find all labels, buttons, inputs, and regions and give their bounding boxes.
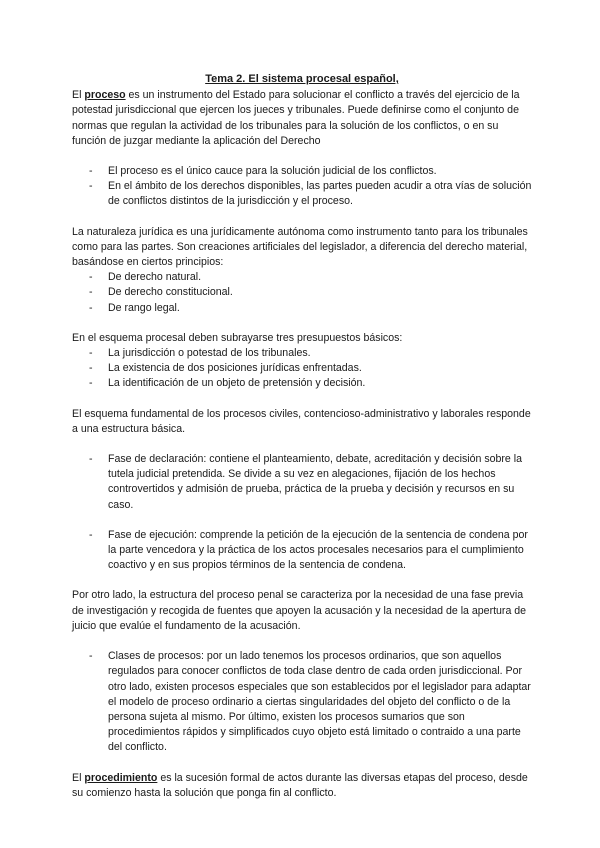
list-item (72, 361, 532, 376)
dash-bullet: - (89, 165, 93, 178)
dash-bullet: - (89, 377, 93, 390)
dash-bullet: - (89, 347, 93, 360)
list-item-text: La jurisdicción o potestad de los tribunales. (108, 347, 311, 360)
list-item (72, 301, 532, 316)
text-run: El (72, 771, 85, 784)
paragraph-presupuestos: En el esquema procesal deben subrayarse tres presupuestos básicos: (72, 331, 403, 344)
list-item (72, 179, 532, 209)
list-item-text: El proceso es el único cauce para la solución judicial de los conflictos. (108, 165, 437, 178)
dash-bullet: - (89, 528, 93, 541)
dash-bullet: - (89, 180, 93, 193)
dash-bullet: - (89, 362, 93, 375)
paragraph-procedimiento (72, 771, 532, 801)
list-item-text: De derecho constitucional. (108, 286, 233, 299)
list-item-text: Clases de procesos: por un lado tenemos los procesos ordinarios, que son aquellos regulados para conocer conflictos de toda clase dentro de cada orden jurisdiccional. Por otro lado, existen procesos especiales que son establecidos por el legislador para adaptar el modelo de proceso ordinario a ciertas singularidades del objeto del conflicto o de la persona sujeta al mismo. Por último, existen los procesos sumarios que son procedimientos rápidos y simplificados cuyo objeto está limitado o contraido a una parte del conflicto. (108, 650, 531, 754)
text-run: El (72, 89, 85, 102)
text-run: es un instrumento del Estado para solucionar el conflicto a través del ejercicio de la potestad jurisdiccional que ejercen los jueces y tribunales. Puede definirse como el conjunto de normas que regulan la actividad de los tribunales para la solución de los conflictos, o en su función de juzgar mediante la aplicación del Derecho (72, 89, 520, 147)
paragraph-naturaleza: La naturaleza jurídica es una jurídicamente autónoma como instrumento tanto para los tribunales como para las partes. Son creaciones artificiales del legislador, a diferencia del derecho material, basándose en ciertos principios: (72, 225, 528, 269)
keyword-procedimiento: procedimiento (84, 771, 158, 784)
list-item-clases (72, 649, 532, 755)
keyword-proceso: proceso (84, 89, 126, 102)
list-item (72, 346, 532, 361)
list-item-text: La identificación de un objeto de pretensión y decisión. (108, 377, 366, 390)
list-item-text: Fase de declaración: contiene el planteamiento, debate, acreditación y decisión sobre la tutela judicial pretendida. Se divide a su vez en alegaciones, fijación de los hechos controvertidos y admisión de prueba, práctica de la prueba y decisión y recursos en su caso. (108, 453, 523, 511)
dash-bullet: - (89, 453, 93, 466)
list-item-text: De derecho natural. (108, 271, 202, 284)
list-item (72, 164, 532, 179)
document-page (72, 72, 532, 801)
paragraph-proceso (72, 88, 532, 149)
text-run: es la sucesión formal de actos durante las diversas etapas del proceso, desde su comienzo hasta la solución que ponga fin al conflicto. (72, 771, 528, 799)
list-item-text: De rango legal. (108, 301, 180, 314)
list-item (72, 270, 532, 285)
list-item-fase-declaracion (72, 452, 532, 513)
dash-bullet: - (89, 271, 93, 284)
list-item (72, 376, 532, 391)
list-item-text: Fase de ejecución: comprende la petición de la ejecución de la sentencia de condena por la parte vencedora y la práctica de los actos procesales necesarios para el cumplimiento coactivo y en sus propios términos de la sentencia de condena. (108, 528, 528, 572)
document-title: Tema 2. El sistema procesal español, (205, 73, 399, 85)
list-item-text: La existencia de dos posiciones jurídicas enfrentadas. (108, 362, 362, 375)
dash-bullet: - (89, 650, 93, 663)
list-item-fase-ejecucion (72, 528, 532, 574)
paragraph-proceso-penal: Por otro lado, la estructura del proceso penal se caracteriza por la necesidad de una fase previa de investigación y recogida de fuentes que apoyen la acusación y la necesidad de la apertura de juicio que evalúe el fundamento de la acusación. (72, 589, 527, 632)
dash-bullet: - (89, 286, 93, 299)
dash-bullet: - (89, 301, 93, 314)
list-item (72, 285, 532, 300)
paragraph-esquema: El esquema fundamental de los procesos civiles, contencioso-administrativo y laborales responde a una estructura básica. (72, 407, 531, 435)
list-item-text: En el ámbito de los derechos disponibles, las partes pueden acudir a otra vías de solución de conflictos distintos de la jurisdicción y el proceso. (108, 180, 532, 208)
